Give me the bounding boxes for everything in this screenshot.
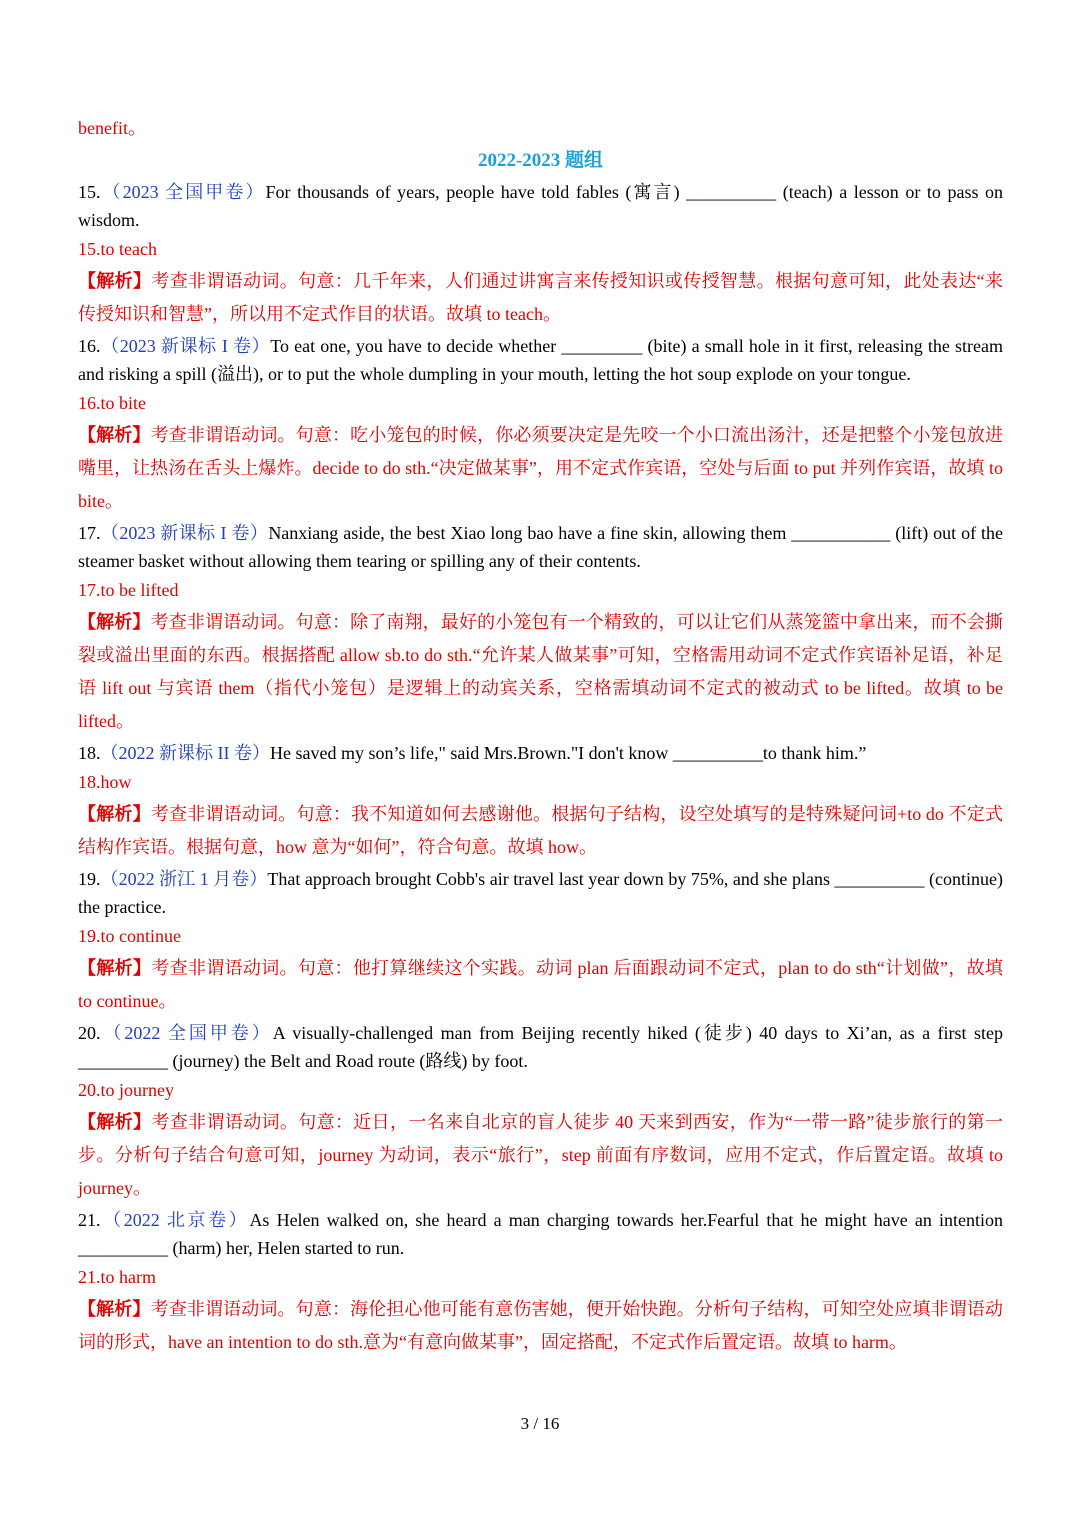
explanation-text bbox=[78, 419, 1003, 518]
answer-text: 18.how bbox=[78, 772, 132, 792]
question-item-18 bbox=[78, 739, 1003, 864]
question-item-21 bbox=[78, 1206, 1003, 1359]
question-body: He saved my son’s life," said Mrs.Brown."I don't know __________to thank him.” bbox=[270, 743, 867, 763]
explanation-body: 考查非谓语动词。句意：我不知道如何去感谢他。根据句子结构，设空处填写的是特殊疑问词+to do 不定式结构作宾语。根据句意，how 意为“如何”，符合句意。故填 how。 bbox=[78, 804, 1004, 857]
explanation-body: 考查非谓语动词。句意：近日，一名来自北京的盲人徒步 40 天来到西安，作为“一带一路”徒步旅行的第一步。分析句子结合句意可知，journey 为动词，表示“旅行”，step 前面有序数词，应用不定式，作后置定语。故填 to journey。 bbox=[78, 1112, 1003, 1198]
question-text bbox=[78, 1019, 1003, 1075]
explanation-body: 考查非谓语动词。句意：除了南翔，最好的小笼包有一个精致的，可以让它们从蒸笼篮中拿出来，而不会撕裂或溢出里面的东西。根据搭配 allow sb.to do sth.“允许某人做某事”可知，空格需用动词不定式作宾语补足语，补足语 lift out 与宾语 them（指代小笼包）是逻辑上的动宾关系，空格需填动词不定式的被动式 to be lifted。故填 to be lifted。 bbox=[78, 612, 1003, 731]
explanation-tag: 【解析】 bbox=[78, 1299, 151, 1319]
question-item-19 bbox=[78, 865, 1003, 1018]
document-body bbox=[78, 112, 1003, 1360]
question-item-20 bbox=[78, 1019, 1003, 1205]
question-text bbox=[78, 519, 1003, 575]
question-text bbox=[78, 332, 1003, 388]
explanation-body: 考查非谓语动词。句意：几千年来，人们通过讲寓言来传授知识或传授智慧。根据句意可知，此处表达“来传授知识和智慧”，所以用不定式作目的状语。故填 to teach。 bbox=[78, 271, 1004, 324]
explanation-text bbox=[78, 1106, 1003, 1205]
question-number: 19. bbox=[78, 869, 101, 889]
section-heading: 2022-2023 题组 bbox=[477, 150, 604, 171]
question-text bbox=[78, 739, 1003, 767]
question-text bbox=[78, 1206, 1003, 1262]
explanation-text bbox=[78, 606, 1003, 738]
question-item-17 bbox=[78, 519, 1003, 738]
explanation-tag: 【解析】 bbox=[78, 612, 151, 632]
question-source: （2023 新课标 I 卷） bbox=[100, 336, 271, 356]
explanation-text bbox=[78, 952, 1003, 1018]
explanation-tag: 【解析】 bbox=[78, 271, 152, 291]
explanation-tag: 【解析】 bbox=[78, 804, 151, 824]
question-body: For thousands of years, people have told fables (寓言) __________ (teach) a lesson or to pass on wisdom. bbox=[78, 182, 1004, 230]
question-source: （2022 北京卷） bbox=[100, 1210, 250, 1230]
question-source: （2022 新课标 II 卷） bbox=[100, 743, 270, 763]
question-source: （2022 全国甲卷） bbox=[100, 1023, 273, 1043]
question-number: 16. bbox=[78, 336, 101, 356]
question-body: Nanxiang aside, the best Xiao long bao have a fine skin, allowing them ___________ (lift) out of the steamer basket without allowing them tearing or spilling any of their contents. bbox=[78, 523, 1003, 571]
answer-text: 15.to teach bbox=[78, 239, 157, 259]
question-item-16 bbox=[78, 332, 1003, 518]
page-number: 3 / 16 bbox=[520, 1414, 560, 1433]
question-number: 18. bbox=[78, 743, 101, 763]
question-source: （2022 浙江 1 月卷） bbox=[100, 869, 268, 889]
question-source: （2023 新课标 I 卷） bbox=[100, 523, 269, 543]
explanation-body: 考查非谓语动词。句意：吃小笼包的时候，你必须要决定是先咬一个小口流出汤汁，还是把整个小笼包放进嘴里，让热汤在舌头上爆炸。decide to do sth.“决定做某事”，用不定式作宾语，空处与后面 to put 并列作宾语，故填 to bite。 bbox=[78, 425, 1003, 511]
question-body: To eat one, you have to decide whether _________ (bite) a small hole in it first, releasing the stream and risking a spill (溢出), or to put the whole dumpling in your mouth, letting the hot soup explode on your tongue. bbox=[78, 336, 1003, 384]
question-text bbox=[78, 178, 1003, 234]
question-number: 20. bbox=[78, 1023, 101, 1043]
explanation-body: 考查非谓语动词。句意：他打算继续这个实践。动词 plan 后面跟动词不定式，plan to do sth“计划做”，故填 to continue。 bbox=[78, 958, 1003, 1011]
answer-text: 21.to harm bbox=[78, 1267, 156, 1287]
explanation-body: 考查非谓语动词。句意：海伦担心他可能有意伤害她，便开始快跑。分析句子结构，可知空处应填非谓语动词的形式，have an intention to do sth.意为“有意向做某事”，固定搭配，不定式作后置定语。故填 to harm。 bbox=[78, 1299, 1003, 1352]
question-item-15 bbox=[78, 178, 1003, 331]
question-body: That approach brought Cobb's air travel last year down by 75%, and she plans __________ (continue) the practice. bbox=[78, 869, 1003, 917]
question-body: As Helen walked on, she heard a man charging towards her.Fearful that he might have an intention __________ (harm) her, Helen started to run. bbox=[78, 1210, 1004, 1258]
answer-text: 16.to bite bbox=[78, 393, 146, 413]
question-body: A visually-challenged man from Beijing recently hiked (徒步) 40 days to Xi’an, as a first step __________ (journey) the Belt and Road route (路线) by foot. bbox=[78, 1023, 1004, 1071]
question-number: 17. bbox=[78, 523, 101, 543]
answer-text: 20.to journey bbox=[78, 1080, 174, 1100]
explanation-text bbox=[78, 1293, 1003, 1359]
answer-text: 19.to continue bbox=[78, 926, 181, 946]
question-text bbox=[78, 865, 1003, 921]
explanation-text bbox=[78, 798, 1003, 864]
explanation-tag: 【解析】 bbox=[78, 958, 152, 978]
question-number: 21. bbox=[78, 1210, 101, 1230]
answer-text: 17.to be lifted bbox=[78, 580, 179, 600]
carryover-text: benefit。 bbox=[78, 118, 146, 138]
question-number: 15. bbox=[78, 182, 101, 202]
explanation-text bbox=[78, 265, 1003, 331]
explanation-tag: 【解析】 bbox=[78, 1112, 152, 1132]
explanation-tag: 【解析】 bbox=[78, 425, 151, 445]
question-source: （2023 全国甲卷） bbox=[100, 182, 266, 202]
